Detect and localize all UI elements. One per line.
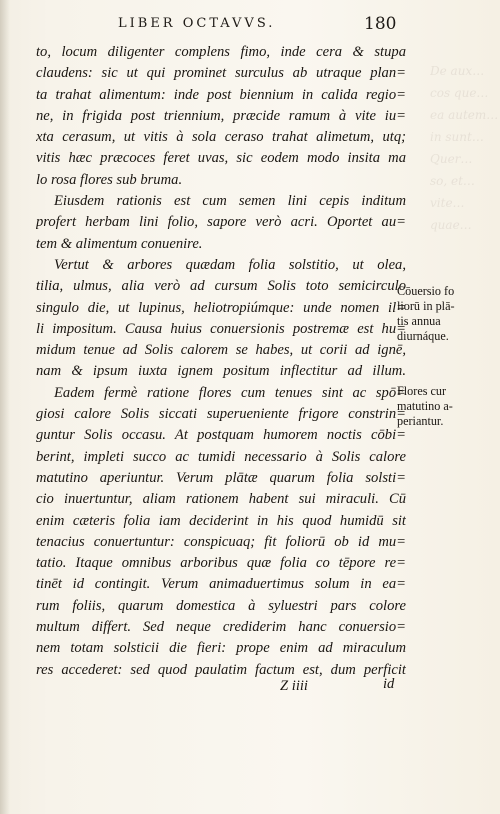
- text-line: giosi calore Solis siccati superueniente frigore constrin=: [36, 406, 406, 423]
- text-line: vitis hæc præcoces feret uvas, sic eodem modo insita ma: [36, 150, 406, 167]
- marginal-note-line: periantur.: [397, 414, 444, 428]
- marginal-note-line: matutino a-: [397, 399, 453, 413]
- text-line: matutino aperiuntur. Verum plātæ quarum folia solsti=: [36, 469, 406, 486]
- marginal-note-line: liorū in plā-: [397, 299, 455, 313]
- text-line: tinēt id contingit. Verum animaduertimus solum in ea=: [36, 576, 406, 593]
- text-line: ne, in frigida post triennium, præcide ramum à vite iu=: [36, 107, 406, 124]
- text-line: to, locum diligenter complens fimo, inde cera & stupa: [36, 44, 406, 60]
- folio-number: 180: [364, 14, 397, 34]
- marginal-note-flores: [397, 384, 497, 429]
- text-line: rum foliis, quarum domestica à syluestri pars colore: [36, 597, 406, 614]
- marginal-note-line: diurnáque.: [397, 329, 449, 343]
- show-through-bleed: De aux… cos que… ea autem… in sunt… Quer… so, et… vite… quae…: [430, 64, 499, 232]
- text-line: guntur Solis occasu. At postquam humorem noctis cōbi=: [36, 427, 406, 444]
- text-line: tatio. Itaque omnibus arboribus quæ folia co tēpore re=: [36, 555, 406, 572]
- body-text: [36, 42, 406, 681]
- text-line: ta trahat alimentum: inde post biennium in calida regio=: [36, 86, 406, 103]
- text-line: claudens: sic ut qui prominet surculus ab utraque plan=: [36, 65, 406, 82]
- text-line: lo rosa flores sub bruma.: [36, 171, 183, 188]
- text-line: Eiusdem rationis est cum semen lini cepis inditum: [54, 193, 406, 210]
- marginal-note-line: Cōuersio fo: [397, 284, 455, 298]
- text-line: berint, impleti succo ac tumidi necessario à Solis calore: [36, 448, 406, 465]
- text-line: tilia, ulmus, alia verò ad cursum Solis toto semicirculo: [36, 278, 406, 295]
- text-line: xta cerasum, ut vitis à sola ceraso trahat alimetum, utq;: [36, 129, 406, 146]
- page-footer: [0, 670, 500, 700]
- running-title: LIBER OCTAVVS.: [118, 16, 276, 31]
- text-line: tenacius conuertuntur: conspicuaq; fit foliorū ob id mu=: [36, 533, 406, 550]
- text-line: tem & alimentum conuenire.: [36, 235, 203, 252]
- text-line: multum differt. Sed neque crediderim hanc conuersio=: [36, 619, 406, 636]
- text-line: Vertut & arbores quædam folia solstitio, ut olea,: [54, 256, 406, 273]
- marginal-note-conversio: [397, 284, 497, 344]
- text-line: singulo die, ut lupinus, heliotropiúmque: unde nomen il=: [36, 299, 406, 316]
- text-line: profert herbam lini folio, sapore verò acri. Oportet au=: [36, 214, 406, 231]
- text-line: enim cæteris folia iam deciderint in his quod humidū sit: [36, 512, 406, 529]
- running-head: [0, 14, 500, 34]
- catchword: id: [383, 676, 395, 692]
- text-line: res accederet: sed quod paulatim factum est, dum perficit: [36, 661, 406, 678]
- signature-mark: Z iiii: [280, 678, 308, 694]
- marginal-note-line: Flores cur: [397, 384, 447, 398]
- text-line: cio inuertuntur, aliam rationem habent sui miraculi. Cū: [36, 491, 406, 508]
- text-line: li impositum. Causa huius conuersionis postremæ est hu=: [36, 320, 406, 337]
- marginal-note-line: tis annua: [397, 314, 441, 328]
- text-line: nam & ipsum iuxta ignem positum inflectitur ad illum.: [36, 363, 406, 380]
- text-line: Eadem fermè ratione flores cum tenues sint ac spō=: [54, 384, 406, 401]
- text-line: nem totam solsticii die fieri: prope enim ad miraculum: [36, 640, 406, 657]
- text-line: midum tenue ad Solis calorem se habes, ut corii ad ignē,: [36, 342, 406, 359]
